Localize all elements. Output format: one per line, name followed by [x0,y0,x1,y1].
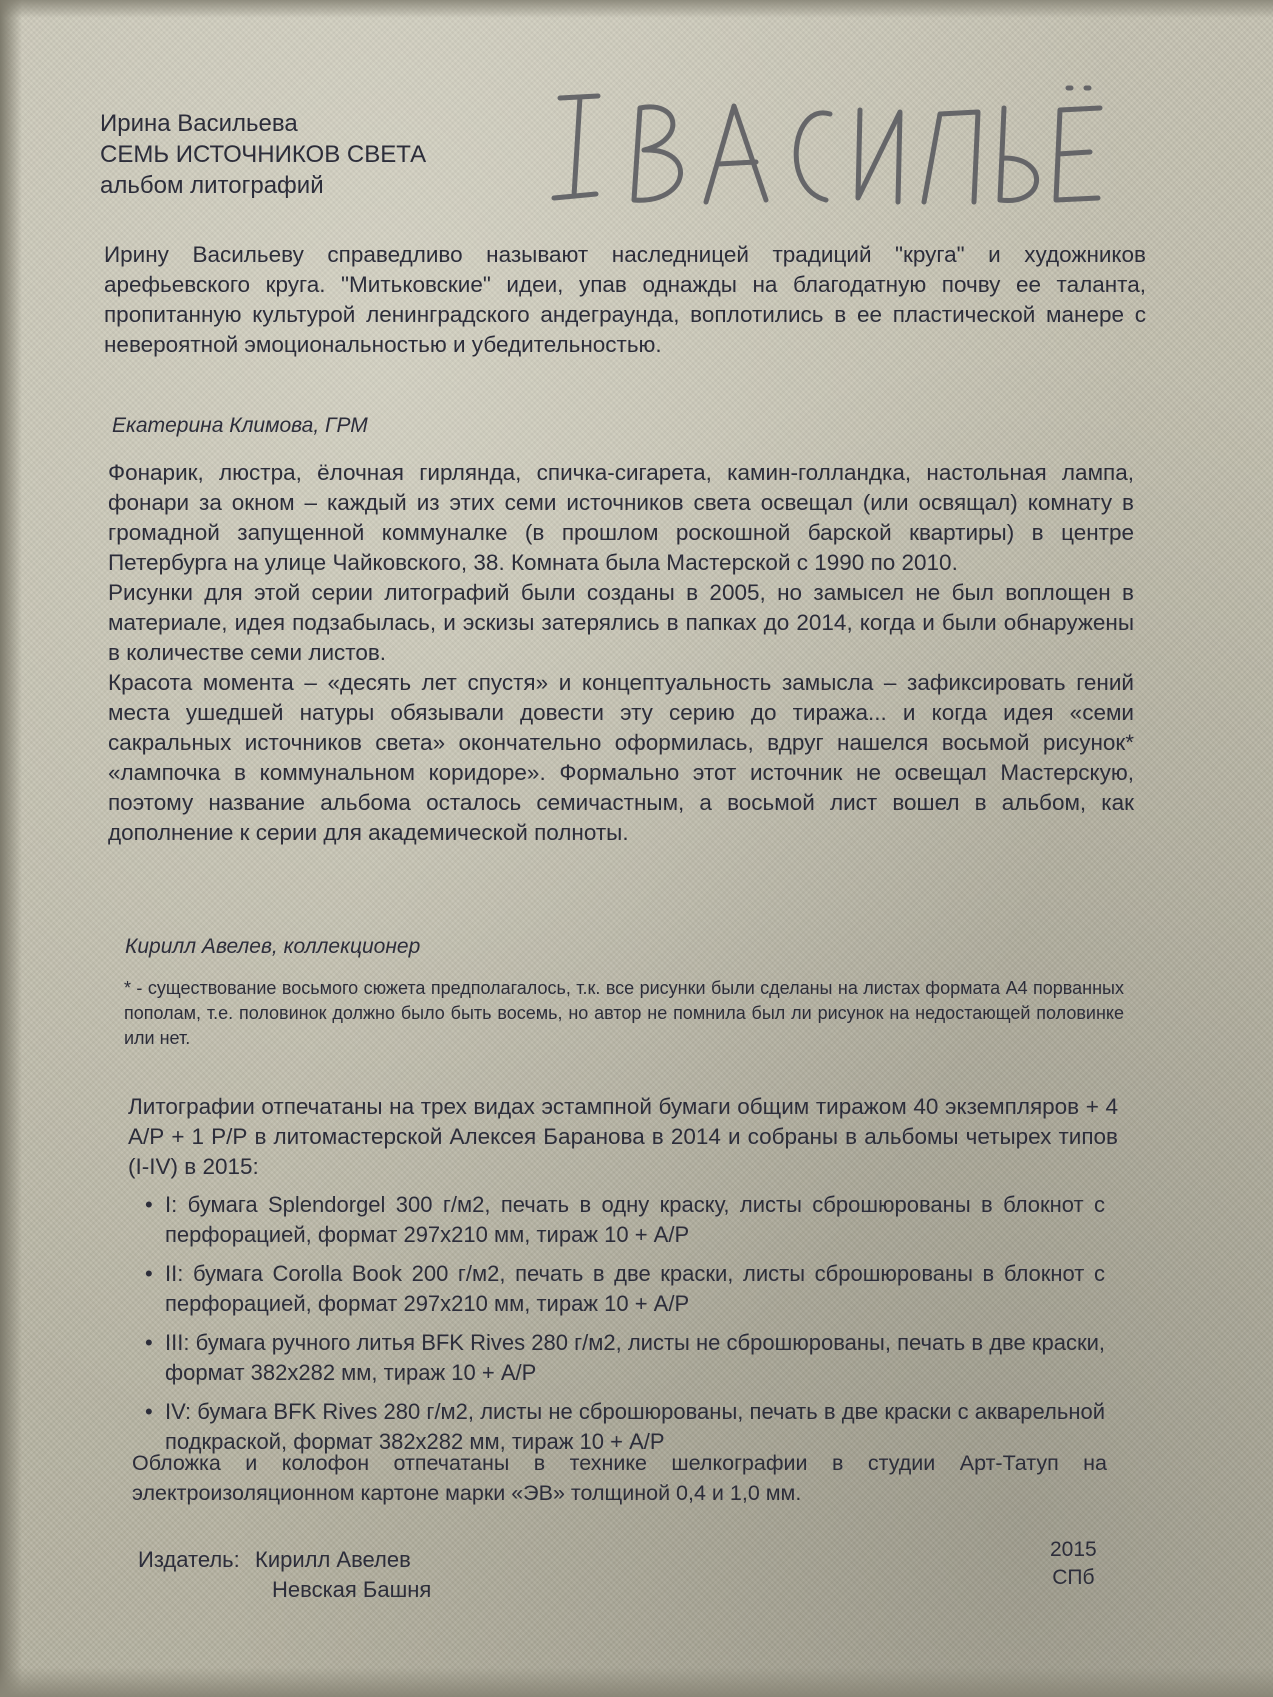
quote-attribution: Екатерина Климова, ГРМ [112,414,368,437]
edition-list [145,1190,1105,1466]
edition-item [145,1259,1105,1319]
quote-paragraph: Ирину Васильеву справедливо называют наследницей традиций "круга" и художников арефьевского круга. "Митьковские" идеи, упав однажды на благодатную почву ее таланта, пропитанную культурой ленинградского андеграунда, воплотились в ее пластической манере с невероятной эмоциональностью и убедительностью. [104,242,1146,357]
edition-item [145,1328,1105,1388]
edition-item [145,1190,1105,1250]
drawings-paragraph: Рисунки для этой серии литографий были созданы в 2005, но замысел не был воплощен в материале, идея подзабылась, и эскизы затерялись в папках до 2014, когда и были обнаружены в количестве семи листов. [108,580,1134,665]
author-name: Ирина Васильева [100,110,298,137]
header [100,108,426,201]
publisher-imprint: Невская Башня [272,1577,432,1602]
concept-paragraph: Красота момента – «десять лет спустя» и концептуальность замысла – зафиксировать гений места ушедшей натуры обязывали довести эту серию до тиража... и когда идея «семи сакральных источников света» окончательно оформилась, вдруг нашелся восьмой рисунок* «лампочка в коммунальном коридоре». Формально этот источник не освещал Мастерскую, поэтому название альбома осталось семичастным, а восьмой лист вошел в альбом, как дополнение к серии для академической полноты. [108,670,1134,845]
board-shadow-left [0,0,22,1697]
printing-paragraph: Литографии отпечатаны на трех видах эстампной бумаги общим тиражом 40 экземпляров + 4 А/Р + 1 Р/Р в литомастерской Алексея Баранова в 2014 и собраны в альбомы четырех типов (I-IV) в 2015: [128,1094,1118,1179]
publisher-name: Кирилл Авелев [255,1547,411,1572]
bullet: • [145,1399,153,1424]
board-shadow-top [0,0,1273,18]
bullet: • [145,1192,153,1217]
imprint-city: СПб [1052,1566,1095,1589]
imprint-year: 2015 [1050,1538,1097,1561]
edition-text: I: бумага Splendorgel 300 г/м2, печать в одну краску, листы сброшюрованы в блокнот с перфорацией, формат 297х210 мм, тираж 10 + А/Р [165,1192,1105,1247]
imprint-year-city [1050,1536,1097,1592]
bullet: • [145,1261,153,1286]
publisher-block [138,1545,432,1602]
footnote: * - существование восьмого сюжета предполагалось, т.к. все рисунки были сделаны на листах формата А4 порванных пополам, т.е. половинок должно было быть восемь, но автор не помнила был ли рисунок на недостающей половинке или нет. [124,978,1124,1048]
bullet: • [145,1330,153,1355]
handwritten-signature [530,78,1130,228]
edition-text: IV: бумага BFK Rives 280 г/м2, листы не сброшюрованы, печать в две краски с акварельной подкраской, формат 382х282 мм, тираж 10 + А/Р [165,1399,1105,1454]
publisher-label: Издатель: [138,1547,240,1572]
board-shadow-bottom [0,1667,1273,1697]
edition-text: II: бумага Corolla Book 200 г/м2, печать в две краски, листы сброшюрованы в блокнот с перфорацией, формат 297х210 мм, тираж 10 + А/Р [165,1261,1105,1316]
cover-paragraph: Обложка и колофон отпечатаны в технике шелкографии в студии Арт-Татуп на электроизоляционном картоне марки «ЭВ» толщиной 0,4 и 1,0 мм. [132,1451,1107,1505]
main-text [108,458,1134,848]
edition-text: III: бумага ручного литья BFK Rives 280 г/м2, листы не сброшюрованы, печать в две краски, формат 382х282 мм, тираж 10 + А/Р [165,1330,1105,1385]
collector-attribution: Кирилл Авелев, коллекционер [125,935,421,958]
light-sources-paragraph: Фонарик, люстра, ёлочная гирлянда, спичка-сигарета, камин-голландка, настольная лампа, фонари за окном – каждый из этих семи источников света освещал (или освящал) комнату в громадной запущенной коммуналке (в прошлом роскошной барской квартиры) в центре Петербурга на улице Чайковского, 38. Комната была Мастерской с 1990 по 2010. [108,460,1134,575]
album-title: СЕМЬ ИСТОЧНИКОВ СВЕТА [100,141,427,168]
album-subtitle: альбом литографий [100,172,324,199]
